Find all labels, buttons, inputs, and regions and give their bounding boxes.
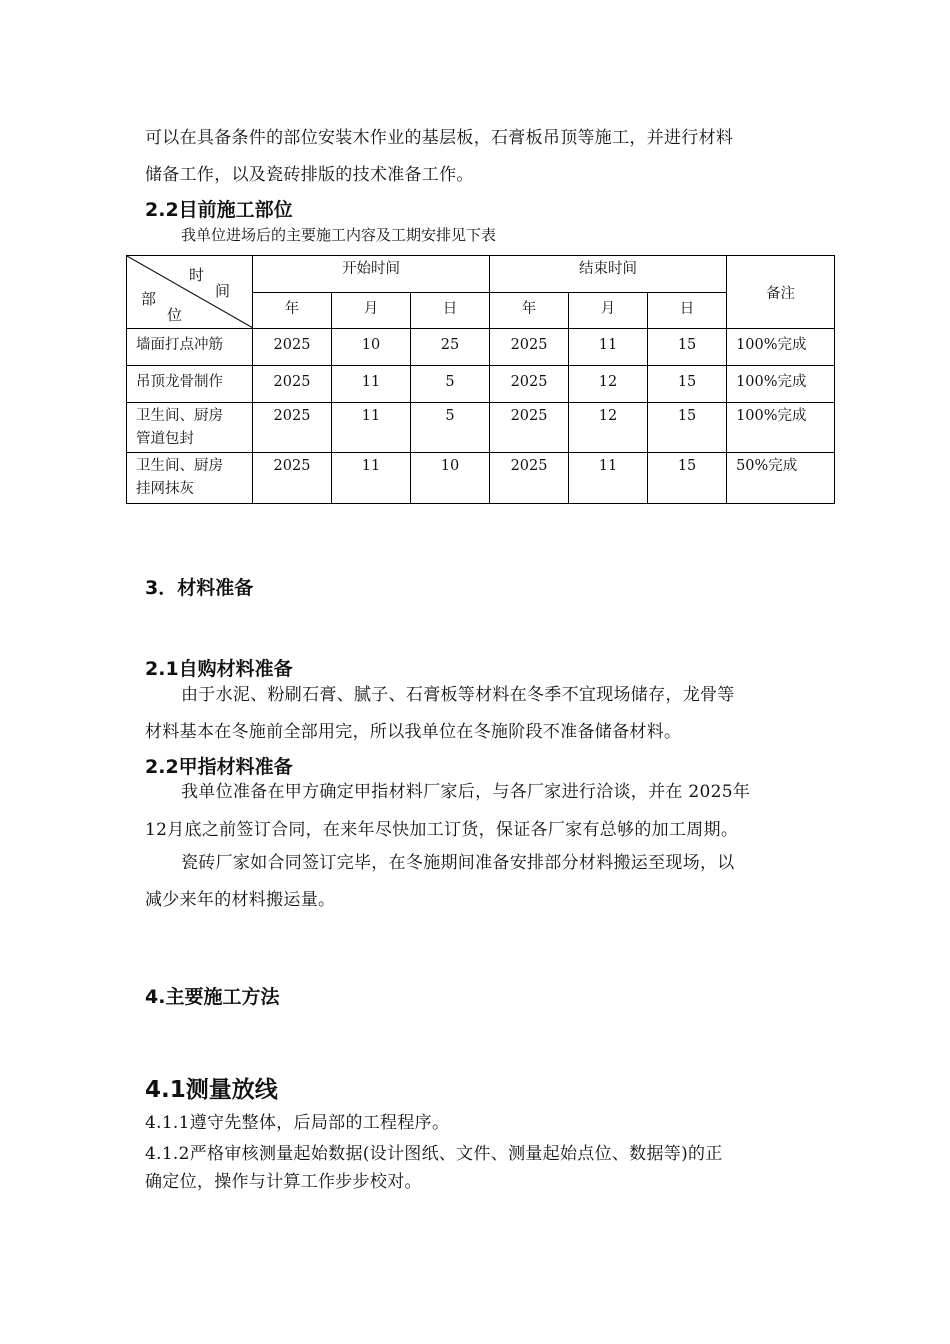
row-item-line-1: 卫生间、厨房 — [136, 408, 223, 424]
table-row — [127, 329, 835, 366]
start-month-cell: 11 — [332, 453, 411, 504]
end-day-cell: 15 — [648, 453, 727, 504]
subheader-end-year: 年 — [490, 292, 569, 329]
table-row — [127, 453, 835, 504]
end-month-cell: 11 — [569, 453, 648, 504]
remark-cell: 100%完成 — [727, 366, 835, 403]
row-item-cell — [127, 403, 253, 453]
end-year-cell: 2025 — [490, 329, 569, 366]
corner-time-char-2: 间 — [215, 282, 231, 300]
start-time-header: 开始时间 — [253, 256, 490, 293]
table-row — [127, 403, 835, 453]
section-heading-construction-methods: 4.主要施工方法 — [145, 986, 280, 1008]
schedule-table — [126, 255, 835, 504]
corner-part-char-1: 部 — [141, 290, 157, 308]
section-heading-materials: 3．材料准备 — [145, 577, 254, 599]
end-month-cell: 12 — [569, 366, 648, 403]
remark-cell: 50%完成 — [727, 453, 835, 504]
start-year-cell: 2025 — [253, 329, 332, 366]
subheader-start-year: 年 — [253, 292, 332, 329]
end-day-cell: 15 — [648, 366, 727, 403]
owner-designated-p1-line-2: 12月底之前签订合同，在来年尽快加工订货，保证各厂家有总够的加工周期。 — [145, 820, 739, 840]
owner-designated-p2-line-1: 瓷砖厂家如合同签订完毕，在冬施期间准备安排部分材料搬运至现场，以 — [181, 853, 735, 873]
self-purchased-line-1: 由于水泥、粉刷石膏、腻子、石膏板等材料在冬季不宜现场储存，龙骨等 — [181, 685, 735, 705]
table-row — [127, 366, 835, 403]
survey-item-2-line-1: 4.1.2严格审核测量起始数据(设计图纸、文件、测量起始点位、数据等)的正 — [145, 1144, 723, 1164]
end-month-cell: 11 — [569, 329, 648, 366]
end-year-cell: 2025 — [490, 453, 569, 504]
subheader-start-month: 月 — [332, 292, 411, 329]
row-item-cell: 吊顶龙骨制作 — [127, 366, 253, 403]
section-heading-owner-designated: 2.2甲指材料准备 — [145, 756, 293, 778]
remark-cell: 100%完成 — [727, 403, 835, 453]
start-day-cell: 5 — [411, 366, 490, 403]
section-heading-current-parts: 2.2目前施工部位 — [145, 199, 293, 221]
row-item-line-2: 管道包封 — [136, 431, 194, 447]
start-month-cell: 10 — [332, 329, 411, 366]
corner-part-char-2: 位 — [167, 306, 183, 324]
end-year-cell: 2025 — [490, 403, 569, 453]
survey-item-2-line-2: 确定位，操作与计算工作步步校对。 — [145, 1172, 422, 1192]
row-item-cell: 墙面打点冲筋 — [127, 329, 253, 366]
survey-item-1: 4.1.1遵守先整体，后局部的工程程序。 — [145, 1113, 450, 1133]
subheader-start-day: 日 — [411, 292, 490, 329]
start-month-cell: 11 — [332, 366, 411, 403]
start-month-cell: 11 — [332, 403, 411, 453]
section-heading-self-purchased: 2.1自购材料准备 — [145, 658, 293, 680]
end-year-cell: 2025 — [490, 366, 569, 403]
start-day-cell: 5 — [411, 403, 490, 453]
row-item-cell — [127, 453, 253, 504]
remark-header: 备注 — [727, 256, 835, 329]
intro-line-1: 可以在具备条件的部位安装木作业的基层板，石膏板吊顶等施工，并进行材料 — [145, 128, 734, 148]
self-purchased-line-2: 材料基本在冬施前全部用完，所以我单位在冬施阶段不准备储备材料。 — [145, 722, 682, 742]
end-month-cell: 12 — [569, 403, 648, 453]
table-caption: 我单位进场后的主要施工内容及工期安排见下表 — [181, 226, 497, 244]
section-heading-survey: 4.1测量放线 — [145, 1077, 278, 1103]
start-day-cell: 10 — [411, 453, 490, 504]
row-item-line-1: 卫生间、厨房 — [136, 458, 223, 474]
corner-header-cell — [127, 256, 253, 329]
subheader-end-month: 月 — [569, 292, 648, 329]
owner-designated-p1-line-1: 我单位准备在甲方确定甲指材料厂家后，与各厂家进行洽谈，并在 2025年 — [181, 782, 751, 802]
start-year-cell: 2025 — [253, 403, 332, 453]
subheader-end-day: 日 — [648, 292, 727, 329]
intro-line-2: 储备工作，以及瓷砖排版的技术准备工作。 — [145, 165, 474, 185]
end-day-cell: 15 — [648, 329, 727, 366]
start-year-cell: 2025 — [253, 453, 332, 504]
table-header-row — [127, 256, 835, 293]
end-time-header: 结束时间 — [490, 256, 727, 293]
remark-cell: 100%完成 — [727, 329, 835, 366]
row-item-line-2: 挂网抹灰 — [136, 481, 194, 497]
start-day-cell: 25 — [411, 329, 490, 366]
end-day-cell: 15 — [648, 403, 727, 453]
owner-designated-p2-line-2: 减少来年的材料搬运量。 — [145, 890, 336, 910]
corner-time-char-1: 时 — [189, 266, 205, 284]
start-year-cell: 2025 — [253, 366, 332, 403]
